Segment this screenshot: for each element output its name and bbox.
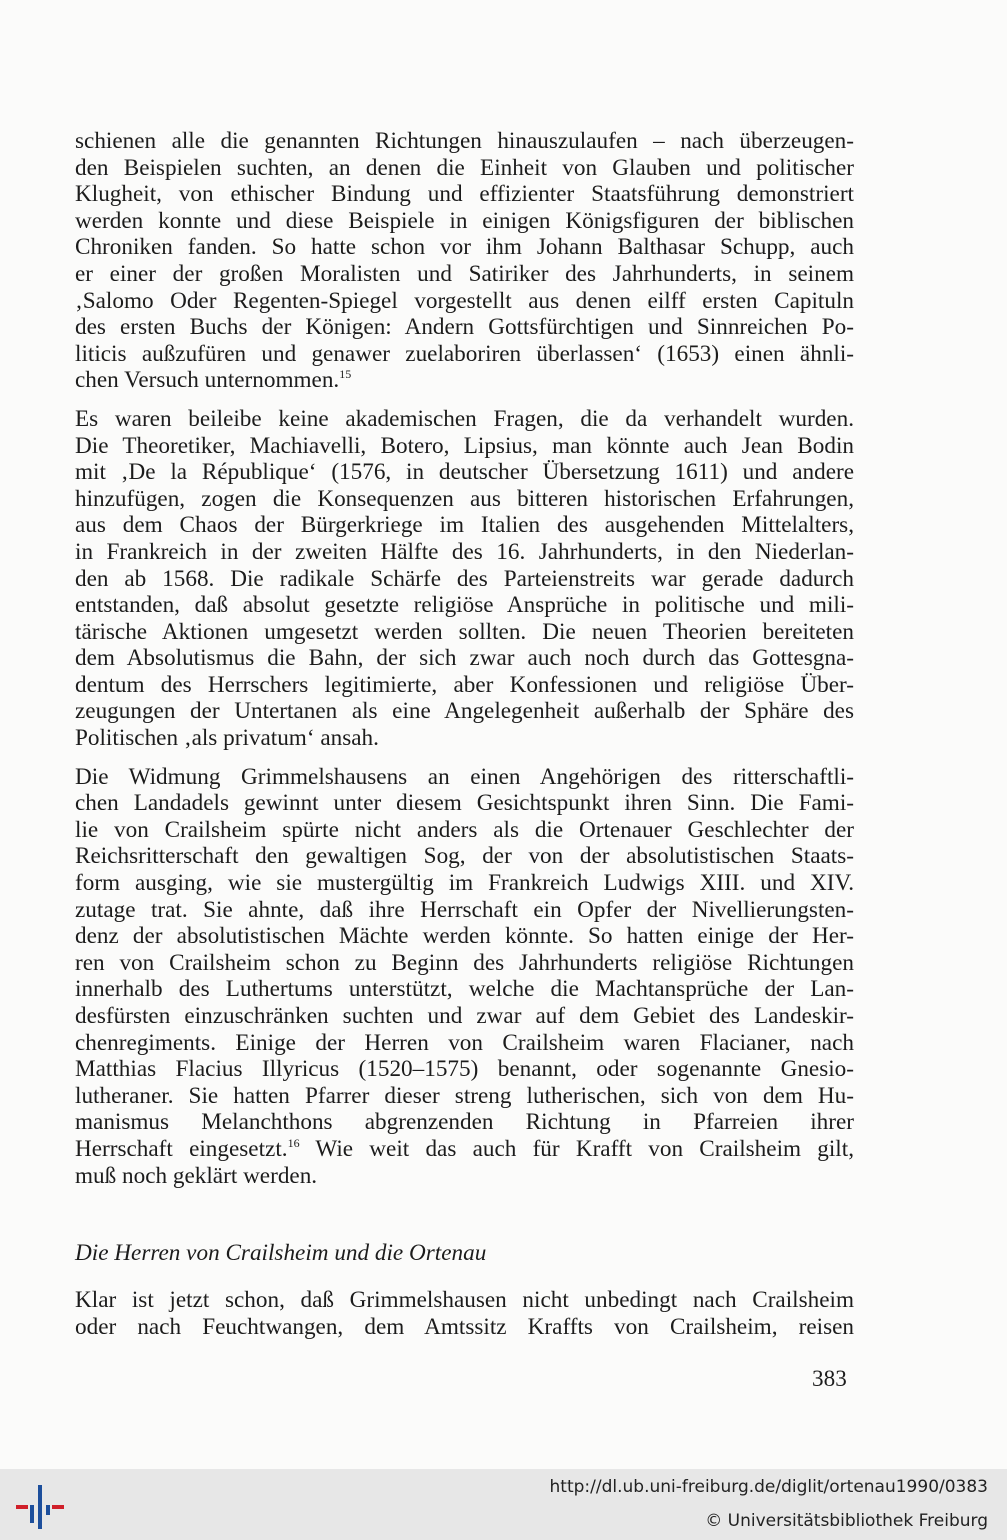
paragraph-3	[75, 764, 854, 1190]
text-line: Matthias Flacius Illyricus (1520–1575) benannt, oder sogenannte Gnesio-	[75, 1056, 854, 1083]
text-line: Politischen ‚als privatum‘ ansah.	[75, 725, 379, 752]
text-line: oder nach Feuchtwangen, dem Amtssitz Kraffts von Crailsheim, reisen	[75, 1313, 854, 1340]
text-line: chen Landadels gewinnt unter diesem Gesichtspunkt ihren Sinn. Die Fami-	[75, 790, 854, 817]
page-number: 383	[812, 1366, 847, 1392]
footnote-ref: 16	[287, 1135, 300, 1150]
text-line: desfürsten einzuschränken suchten und zwar auf dem Gebiet des Landeskir-	[75, 1003, 854, 1029]
text-line: werden konnte und diese Beispiele in einigen Königsfiguren der biblischen	[75, 207, 854, 234]
text-line	[75, 1136, 854, 1163]
section-heading: Die Herren von Crailsheim und die Ortenau	[75, 1240, 487, 1266]
text-line: denz der absolutistischen Mächte werden könnte. So hatten einige der Her-	[75, 923, 854, 950]
text-line: dem Absolutismus die Bahn, der sich zwar auch noch durch das Gottesgna-	[75, 645, 854, 672]
text-line	[75, 367, 854, 394]
paragraph-1	[75, 128, 854, 394]
text-line: chenregiments. Einige der Herren von Crailsheim waren Flacianer, nach	[75, 1029, 854, 1056]
text-line: Die Widmung Grimmelshausens an einen Angehörigen des ritterschaftli-	[75, 763, 854, 790]
text-line: manismus Melanchthons abgrenzenden Richtung in Pfarreien ihrer	[75, 1109, 854, 1136]
text-line: entstanden, daß absolut gesetzte religiöse Ansprüche in politische und mili-	[75, 592, 854, 619]
text-line: hinzufügen, zogen die Konsequenzen aus bitteren historischen Erfahrungen,	[75, 485, 854, 512]
text-line: zeugungen der Untertanen als eine Angelegenheit außerhalb der Sphäre des	[75, 698, 854, 725]
text-line: lutheraner. Sie hatten Pfarrer dieser streng lutherischen, sich von dem Hu-	[75, 1082, 854, 1109]
text-line: ren von Crailsheim schon zu Beginn des Jahrhunderts religiöse Richtungen	[75, 949, 854, 976]
line-text: chen Versuch unternommen.	[75, 367, 340, 394]
text-line: zutage trat. Sie ahnte, daß ihre Herrschaft ein Opfer der Nivellierungsten-	[75, 896, 854, 923]
text-line: Reichsritterschaft den gewaltigen Sog, der von der absolutistischen Staats-	[75, 843, 854, 870]
source-url-link[interactable]: http://dl.ub.uni-freiburg.de/diglit/ortenau1990/0383	[549, 1477, 988, 1497]
text-line: Es waren beileibe keine akademischen Fragen, die da verhandelt wurden.	[75, 405, 854, 432]
text-line: liticis außzufüren und genawer zuelaboriren überlassen‘ (1653) einen ähnli-	[75, 340, 854, 367]
text-line: den Beispielen suchten, an denen die Einheit von Glauben und politischer	[75, 154, 854, 181]
text-line: innerhalb des Luthertums unterstützt, welche die Machtansprüche der Lan-	[75, 976, 854, 1003]
copyright-text: © Universitätsbibliothek Freiburg	[705, 1511, 988, 1531]
text-line: mit ‚De la République‘ (1576, in deutscher Übersetzung 1611) und andere	[75, 459, 854, 486]
body-text	[75, 128, 854, 1189]
text-line: des ersten Buchs der Königen: Andern Gottsfürchtigen und Sinnreichen Po-	[75, 314, 854, 341]
text-line: muß noch geklärt werden.	[75, 1162, 318, 1189]
text-line: Die Theoretiker, Machiavelli, Botero, Lipsius, man könnte auch Jean Bodin	[75, 432, 854, 459]
text-line: schienen alle die genannten Richtungen hinauszulaufen – nach überzeugen-	[75, 128, 854, 154]
ub-freiburg-logo-icon	[14, 1481, 66, 1533]
paragraph-2	[75, 406, 854, 752]
text-line: dentum des Herrschers legitimierte, aber Konfessionen und religiöse Über-	[75, 671, 854, 698]
text-line: Chroniken fanden. So hatte schon vor ihm Johann Balthasar Schupp, auch	[75, 234, 854, 261]
text-line: tärische Aktionen umgesetzt werden sollten. Die neuen Theorien bereiteten	[75, 618, 854, 645]
text-line: Klar ist jetzt schon, daß Grimmelshausen nicht unbedingt nach Crailsheim	[75, 1287, 854, 1313]
footer-band	[0, 1469, 1007, 1540]
text-line: er einer der großen Moralisten und Satiriker des Jahrhunderts, in seinem	[75, 260, 854, 287]
text-line: Klugheit, von ethischer Bindung und effizienter Staatsführung demonstriert	[75, 181, 854, 208]
text-line: aus dem Chaos der Bürgerkriege im Italien des ausgehenden Mittelalters,	[75, 512, 854, 539]
line-text: Herrschaft eingesetzt.	[75, 1135, 288, 1162]
text-line: den ab 1568. Die radikale Schärfe des Parteienstreits war gerade dadurch	[75, 565, 854, 592]
line-text: Wie weit das auch für Krafft von Crailsheim gilt,	[299, 1135, 854, 1162]
text-line: ‚Salomo Oder Regenten-Spiegel vorgestellt aus denen eilff ersten Capituln	[75, 287, 854, 314]
paragraph-4	[75, 1287, 854, 1340]
text-line: in Frankreich in der zweiten Hälfte des 16. Jahrhunderts, in den Niederlan-	[75, 538, 854, 565]
text-line: form ausging, wie sie mustergültig im Frankreich Ludwigs XIII. und XIV.	[75, 870, 854, 897]
text-line: lie von Crailsheim spürte nicht anders als die Ortenauer Geschlechter der	[75, 816, 854, 843]
footnote-ref: 15	[339, 367, 352, 382]
